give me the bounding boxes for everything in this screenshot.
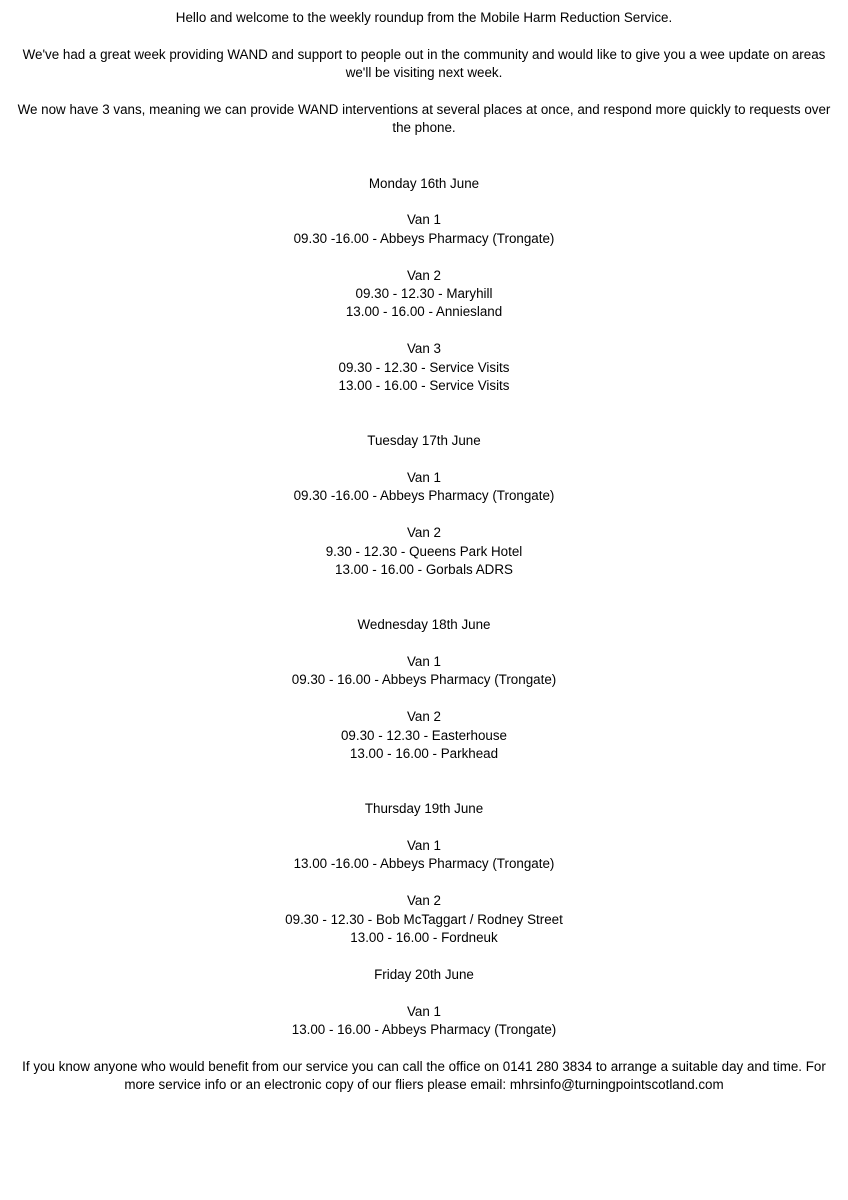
van-block: [14, 524, 834, 579]
van-name: Van 2: [407, 893, 441, 909]
van-block: [14, 340, 834, 395]
van-slot: 13.00 - 16.00 - Service Visits: [338, 378, 510, 394]
van-name: Van 1: [407, 470, 441, 486]
van-slot: 09.30 -16.00 - Abbeys Pharmacy (Trongate): [293, 230, 555, 246]
van-slot: 13.00 -16.00 - Abbeys Pharmacy (Trongate): [293, 856, 555, 872]
van-slot: 09.30 - 12.30 - Bob McTaggart / Rodney Street: [285, 911, 563, 927]
day-title: Tuesday 17th June: [367, 433, 481, 449]
van-name: Van 2: [407, 525, 441, 541]
van-block: [14, 653, 834, 690]
footer-contact: If you know anyone who would benefit from our service you can call the office on 0141 280 3834 to arrange a suitable day and time. For more service info or an electronic copy of our fliers please email: mhrsinfo@turningpointscotland.com: [22, 1058, 826, 1093]
van-slot: 13.00 - 16.00 - Gorbals ADRS: [335, 562, 513, 578]
van-name: Van 1: [407, 212, 441, 228]
van-block: [14, 892, 834, 947]
van-name: Van 2: [407, 267, 441, 283]
van-block: [14, 469, 834, 506]
van-block: [14, 1003, 834, 1040]
day-tuesday: [14, 432, 834, 579]
intro-update: We've had a great week providing WAND and support to people out in the community and would like to give you a wee update on areas we'll be visiting next week.: [22, 46, 826, 81]
day-thursday: [14, 800, 834, 947]
day-title: Monday 16th June: [368, 175, 480, 191]
van-slot: 9.30 - 12.30 - Queens Park Hotel: [325, 543, 523, 559]
van-slot: 09.30 - 12.30 - Easterhouse: [340, 727, 507, 743]
van-block: [14, 267, 834, 322]
van-name: Van 3: [407, 341, 441, 357]
van-slot: 09.30 -16.00 - Abbeys Pharmacy (Trongate): [293, 488, 555, 504]
van-slot: 13.00 - 16.00 - Parkhead: [349, 746, 499, 762]
van-name: Van 2: [407, 709, 441, 725]
van-name: Van 1: [407, 838, 441, 854]
van-block: [14, 837, 834, 874]
day-friday: [14, 966, 834, 1040]
day-title: Friday 20th June: [374, 966, 474, 982]
van-slot: 13.00 - 16.00 - Fordneuk: [350, 930, 498, 946]
van-slot: 09.30 - 12.30 - Service Visits: [338, 359, 510, 375]
van-name: Van 1: [407, 1003, 441, 1019]
intro-vans: We now have 3 vans, meaning we can provide WAND interventions at several places at once, and respond more quickly to requests over the phone.: [17, 102, 831, 136]
van-block: [14, 708, 834, 763]
day-monday: [14, 175, 834, 396]
van-name: Van 1: [407, 654, 441, 670]
van-slot: 13.00 - 16.00 - Anniesland: [345, 304, 503, 320]
van-block: [14, 211, 834, 248]
day-title: Thursday 19th June: [364, 801, 484, 817]
van-slot: 09.30 - 16.00 - Abbeys Pharmacy (Trongate): [291, 672, 557, 688]
van-slot: 09.30 - 12.30 - Maryhill: [355, 286, 493, 302]
day-title: Wednesday 18th June: [357, 617, 491, 633]
van-slot: 13.00 - 16.00 - Abbeys Pharmacy (Trongate): [291, 1022, 557, 1038]
intro-greeting: Hello and welcome to the weekly roundup from the Mobile Harm Reduction Service.: [175, 10, 673, 25]
day-wednesday: [14, 616, 834, 763]
